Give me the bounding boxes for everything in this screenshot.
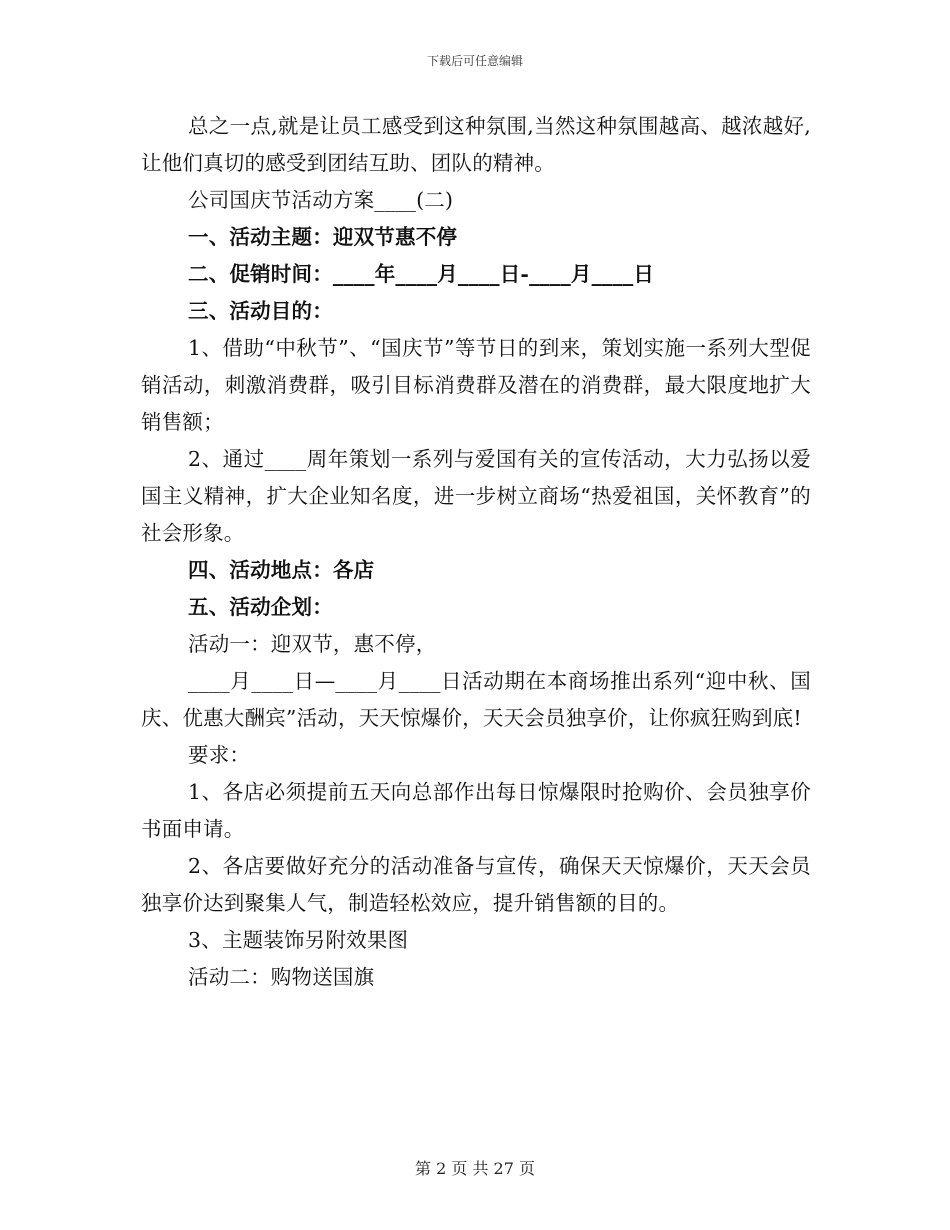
document-body [141, 108, 811, 996]
paragraph-purpose-1: 1、借助“中秋节”、“国庆节”等节日的到来，策划实施一系列大型促销活动，刺激消费群，吸引目标消费群及潜在的消费群，最大限度地扩大销售额； [141, 336, 811, 434]
paragraph-requirement-2: 2、各店要做好充分的活动准备与宣传，确保天天惊爆价，天天会员独享价达到聚集人气，制造轻松效应，提升销售额的目的。 [141, 854, 811, 915]
paragraph-plan-title: 公司国庆节活动方案____(二) [188, 188, 454, 212]
paragraph-activity-one: 活动一：迎双节，惠不停， [188, 632, 437, 656]
paragraph-requirements-label: 要求： [188, 743, 251, 767]
paragraph-requirement-3: 3、主题装饰另附效果图 [188, 928, 409, 952]
heading-activity-purpose: 三、活动目的： [188, 299, 333, 323]
heading-activity-theme: 一、活动主题：迎双节惠不停 [188, 225, 458, 249]
page-header: 下载后可任意编辑 [426, 54, 523, 68]
paragraph-requirement-1: 1、各店必须提前五天向总部作出每日惊爆限时抢购价、会员独享价书面申请。 [141, 780, 811, 841]
heading-activity-location: 四、活动地点：各店 [188, 558, 375, 582]
paragraph-purpose-2: 2、通过____周年策划一系列与爱国有关的宣传活动，大力弘扬以爱国主义精神，扩大企业知名度，进一步树立商场“热爱祖国，关怀教育”的社会形象。 [141, 447, 811, 545]
heading-promotion-time: 二、促销时间：____年____月____日-____月____日 [188, 262, 655, 286]
paragraph-conclusion: 总之一点,就是让员工感受到这种氛围,当然这种氛围越高、越浓越好,让他们真切的感受到团结互助、团队的精神。 [141, 114, 811, 175]
page-footer: 第 2 页 共 27 页 [415, 1159, 535, 1178]
paragraph-activity-two: 活动二：购物送国旗 [188, 965, 375, 989]
heading-activity-planning: 五、活动企划： [188, 595, 333, 619]
paragraph-activity-one-detail: ____月____日—____月____日活动期在本商场推出系列“迎中秋、国庆、优惠大酬宾”活动，天天惊爆价，天天会员独享价，让你疯狂购到底! [141, 669, 811, 730]
